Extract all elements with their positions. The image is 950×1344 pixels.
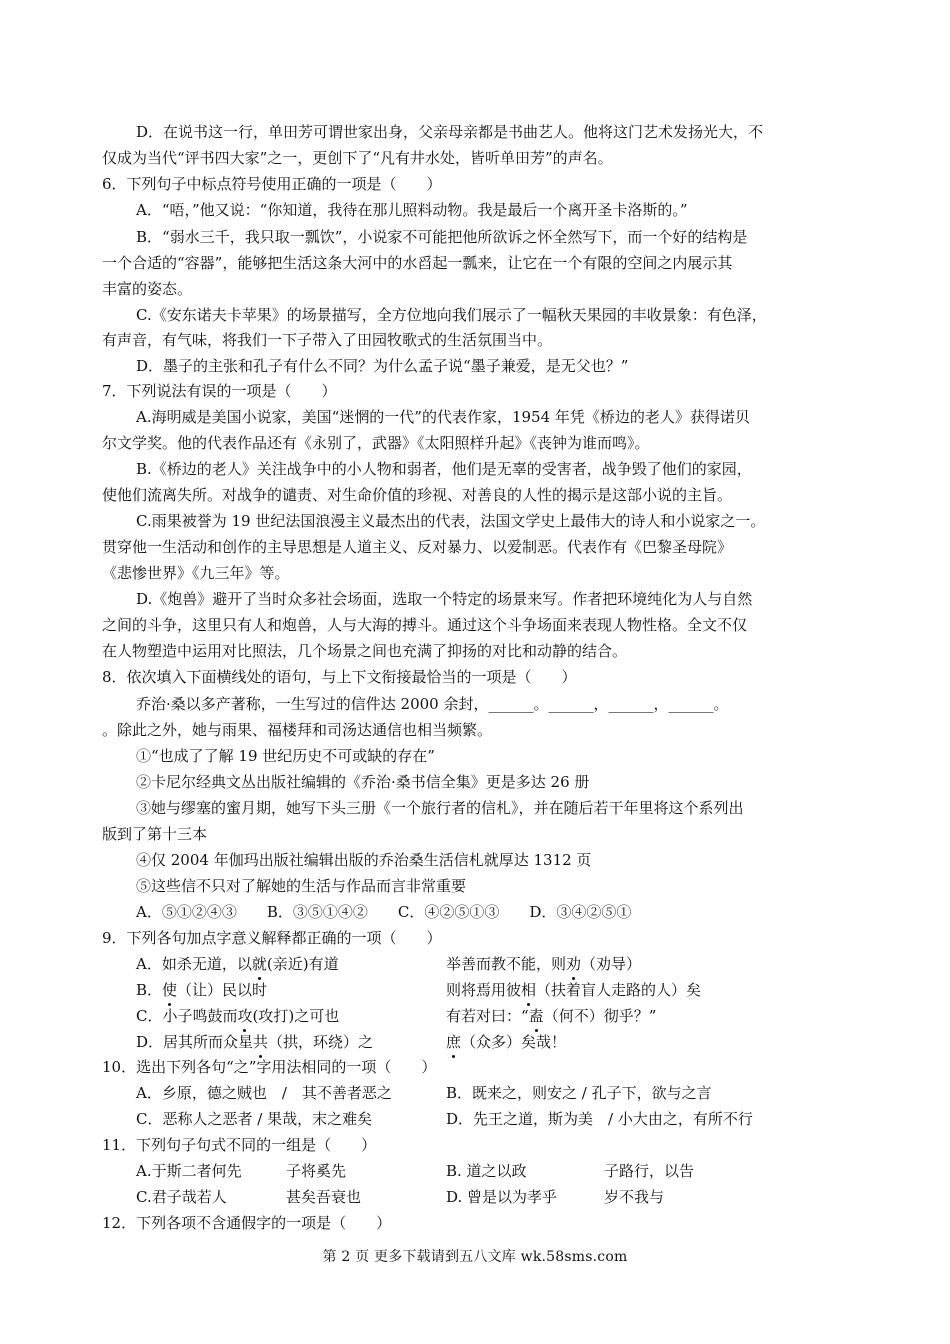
q7-option-b-line2: 使他们流离失所。对战争的谴责、对生命价值的珍视、对善良的人性的揭示是这部小说的主旨。 (102, 486, 733, 504)
q11-stem: 11．下列句子句式不同的一组是（ ） (102, 1136, 377, 1154)
q11-option-b-part1: B. 道之以政 (446, 1162, 527, 1180)
q8-passage-line1: 乔治·桑以多产著称，一生写过的信件达 2000 余封，______。______，______，______。 (136, 695, 729, 713)
q7-option-d-line3: 在人物塑造中运用对比照法，几个场景之间也充满了抑扬的对比和动静的结合。 (102, 642, 628, 660)
q11-option-c-part1: C.君子哉若人 (136, 1188, 227, 1206)
q9-option-d-left: D．居其所而众星共（拱，环绕）之 (136, 1030, 373, 1054)
q7-option-d-line1: D.《炮兽》避开了当时众多社会场面，选取一个特定的场景来写。作者把环境纯化为人与自然 (136, 590, 753, 608)
emphasis-dot-char: 使 (162, 978, 177, 1002)
q7-option-d-line2: 之间的斗争，这里只有人和炮兽，人与大海的搏斗。通过这个斗争场面来表现人物性格。全文不仅 (102, 616, 748, 634)
q10-row-cd (0, 1107, 950, 1131)
q11-option-c-part2: 甚矣吾衰也 (286, 1188, 362, 1206)
q8-sentence-2: ②卡尼尔经典文丛出版社编辑的《乔治·桑书信全集》更是多达 26 册 (136, 773, 590, 791)
q6-option-d: D．墨子的主张和孔子有什么不同？为什么孟子说“墨子兼爱，是无父也？” (136, 357, 629, 375)
q8-sentence-3-line2: 版到了第十三本 (102, 825, 208, 843)
q10-option-d: D．先王之道，斯为美 / 小大由之，有所不行 (446, 1110, 753, 1128)
q7-option-a-line2: 尔文学奖。他的代表作品还有《永别了，武器》《太阳照样升起》《丧钟为谁而鸣》。 (102, 434, 650, 452)
q7-option-b-line1: B.《桥边的老人》关注战争中的小人物和弱者，他们是无辜的受害者，战争毁了他们的家园， (136, 460, 752, 478)
emphasis-dot-char: 攻 (237, 1004, 252, 1028)
q5-option-d-line2: 仅成为当代“评书四大家”之一，更创下了“凡有井水处，皆听单田芳”的声名。 (102, 149, 613, 167)
q11-option-a-part2: 子将奚先 (286, 1162, 347, 1180)
q6-option-c-line2: 有声音，有气味，将我们一下子带入了田园牧歌式的生活氛围当中。 (102, 331, 553, 349)
q8-passage-line2: 。除此之外，她与雨果、福楼拜和司汤达通信也相当频繁。 (102, 721, 493, 739)
q8-stem: 8．依次填入下面横线处的语句，与上下文衔接最恰当的一项是（ ） (102, 668, 577, 686)
q10-option-b: B．既来之，则安之 / 孔子下，欲与之言 (446, 1084, 712, 1102)
q9-option-b (0, 978, 950, 1002)
q11-row-ab (0, 1159, 950, 1183)
q9-option-c (0, 1004, 950, 1028)
q11-row-cd (0, 1185, 950, 1209)
emphasis-dot-char: 庶 (446, 1030, 461, 1054)
q11-option-d-part2: 岁不我与 (604, 1188, 665, 1206)
q9-option-d-right: 庶（众多）矣哉！ (446, 1030, 566, 1054)
q9-option-b-right: 则将焉用彼相（扶着盲人走路的人）矣 (446, 978, 701, 1002)
q10-stem: 10．选出下列各句“之”字用法相同的一项（ ） (102, 1058, 437, 1076)
q7-option-c-line3: 《悲惨世界》《九三年》等。 (102, 564, 290, 582)
q11-option-b-part2: 子路行，以告 (604, 1162, 695, 1180)
q7-option-c-line1: C.雨果被誉为 19 世纪法国浪漫主义最杰出的代表，法国文学史上最伟大的诗人和小说家之一。 (136, 512, 766, 530)
q10-option-a: A．乡原，德之贼也 / 其不善者恶之 (136, 1084, 392, 1102)
q7-option-a-line1: A.海明威是美国小说家，美国“迷惘的一代”的代表作家，1954 年凭《桥边的老人》获得诺贝 (136, 408, 750, 426)
q6-option-b-line3: 丰富的姿态。 (102, 280, 193, 298)
q8-sentence-3-line1: ③她与缪塞的蜜月期，她写下头三册《一个旅行者的信札》，并在随后若干年里将这个系列出 (136, 799, 744, 817)
q6-option-b-line1: B．“弱水三千，我只取一瓢饮”，小说家不可能把他所欲诉之怀全然写下，而一个好的结构是 (136, 228, 748, 246)
q6-option-a: A．“唔，”他又说：“你知道，我待在那儿照料动物。我是最后一个离开圣卡洛斯的。” (136, 201, 688, 219)
q12-stem: 12．下列各项不含通假字的一项是（ ） (102, 1214, 392, 1232)
emphasis-dot-char: 就 (252, 952, 267, 976)
q7-stem: 7．下列说法有误的一项是（ ） (102, 382, 337, 400)
q9-option-c-left: C．小子鸣鼓而攻(攻打)之可也 (136, 1004, 339, 1028)
q11-option-a-part1: A.于斯二者何先 (136, 1162, 242, 1180)
q10-row-ab (0, 1081, 950, 1105)
q9-option-a-right: 举善而教不能，则劝（劝导） (446, 952, 641, 976)
q9-option-c-right: 有若对曰：“盍（何不）彻乎？” (446, 1004, 656, 1028)
emphasis-dot-char: 盍 (529, 1004, 544, 1028)
q11-option-d-part1: D. 曾是以为孝乎 (446, 1188, 558, 1206)
q9-option-d (0, 1030, 950, 1054)
q10-option-c: C．恶称人之恶者 / 果哉，末之难矣 (136, 1110, 373, 1128)
page-footer: 第 2 页 更多下载请到五八文库 wk.58sms.com (322, 1249, 628, 1265)
q9-option-b-left: B．使（让）民以时 (136, 978, 267, 1002)
q8-sentence-1: ①“也成了了解 19 世纪历史不可或缺的存在” (136, 747, 435, 765)
q6-option-b-line2: 一个合适的“容器”，能够把生活这条大河中的水舀起一瓢来，让它在一个有限的空间之内展示其 (102, 254, 733, 272)
q8-sentence-4: ④仅 2004 年伽玛出版社编辑出版的乔治桑生活信札就厚达 1312 页 (136, 851, 592, 869)
q6-stem: 6．下列句子中标点符号使用正确的一项是（ ） (102, 175, 442, 193)
q9-option-a-left: A．如杀无道，以就(亲近)有道 (136, 952, 339, 976)
q5-option-d-line1: D．在说书这一行，单田芳可谓世家出身，父亲母亲都是书曲艺人。他将这门艺术发扬光大，不 (136, 123, 764, 141)
q8-options: A．⑤①②④③ B．③⑤①④② C．④②⑤①③ D．③④②⑤① (136, 903, 632, 921)
q6-option-c-line1: C.《安东诺夫卡苹果》的场景描写，全方位地向我们展示了一幅秋天果园的丰收景象：有色泽， (136, 306, 767, 324)
q9-stem: 9．下列各句加点字意义解释都正确的一项（ ） (102, 929, 442, 947)
emphasis-dot-char: 共 (253, 1030, 268, 1054)
emphasis-dot-char: 相 (521, 978, 536, 1002)
q9-option-a (0, 952, 950, 976)
q8-sentence-5: ⑤这些信不只对了解她的生活与作品而言非常重要 (136, 877, 467, 895)
q7-option-c-line2: 贯穿他一生活动和创作的主导思想是人道主义、反对暴力、以爱制恶。代表作有《巴黎圣母院》 (102, 538, 733, 556)
emphasis-dot-char: 劝 (566, 952, 581, 976)
